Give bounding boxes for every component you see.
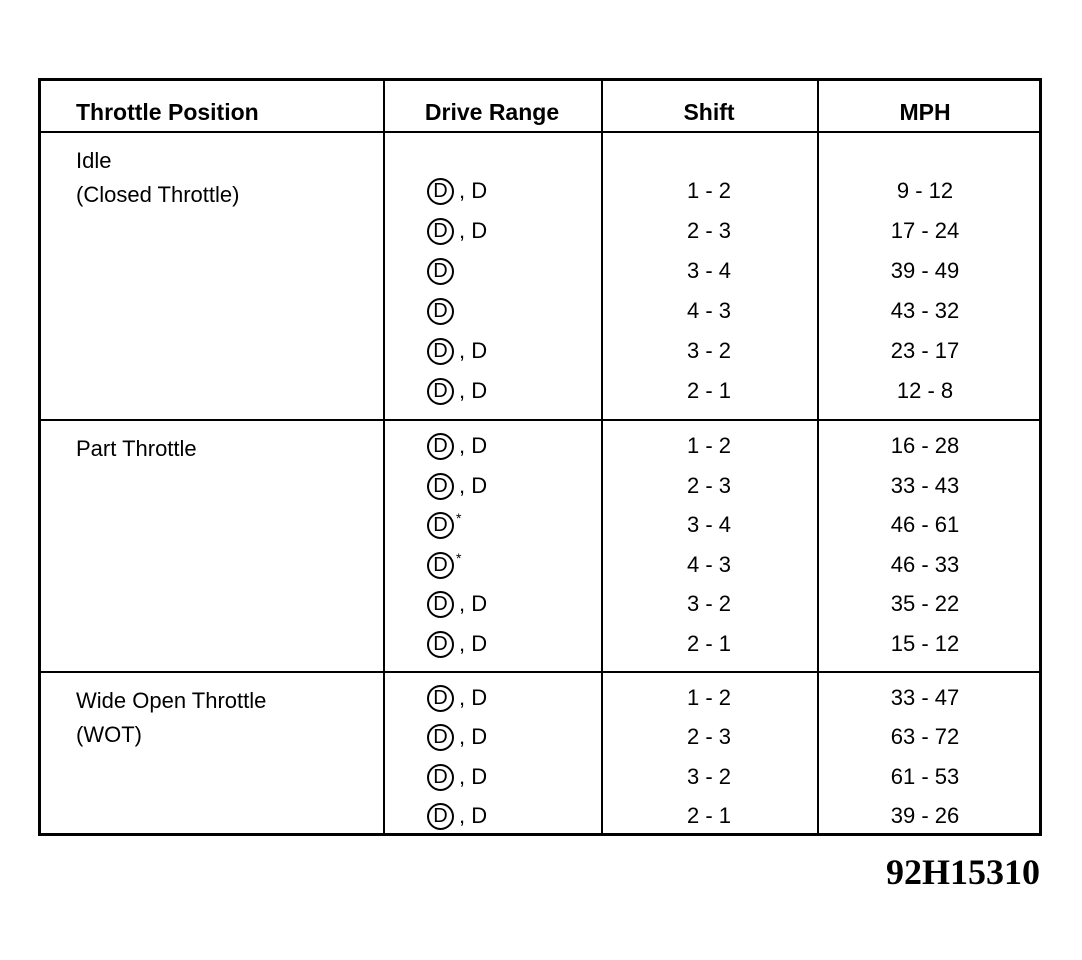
drive-range-cell — [427, 721, 487, 753]
throttle-position-line: (Closed Throttle) — [76, 182, 240, 207]
drive-range-cell — [427, 800, 487, 832]
table-row — [41, 682, 1039, 714]
shift-cell: 2 - 3 — [686, 218, 732, 243]
circled-d-overdrive-icon: D — [427, 178, 454, 205]
drive-range-cell — [427, 682, 487, 714]
circled-d-overdrive-icon: D — [427, 218, 454, 245]
circled-d-overdrive-icon: D — [427, 631, 454, 658]
drive-range-cell — [427, 215, 487, 247]
shift-cell: 1 - 2 — [686, 685, 732, 710]
circled-d-overdrive-icon: D — [427, 473, 454, 500]
mph-cell: 39 - 49 — [890, 258, 960, 283]
circled-d-overdrive-icon: D — [427, 512, 454, 539]
table-row — [41, 335, 1039, 367]
table-row — [41, 588, 1039, 620]
drive-range-suffix: , D — [459, 473, 488, 498]
drive-range-cell — [427, 470, 487, 502]
drive-range-cell — [427, 430, 487, 462]
mph-cell: 46 - 33 — [890, 552, 960, 577]
drive-range-suffix: , D — [459, 685, 488, 710]
shift-cell: 4 - 3 — [686, 298, 732, 323]
circled-d-overdrive-icon: D — [427, 338, 454, 365]
throttle-position-line: Part Throttle — [76, 436, 197, 461]
table-row — [41, 549, 1039, 581]
throttle-position-line: (WOT) — [76, 722, 142, 747]
circled-d-overdrive-icon: D — [427, 258, 454, 285]
drive-range-cell — [427, 588, 487, 620]
table-row — [41, 255, 1039, 287]
drive-range-cell — [427, 628, 487, 660]
mph-cell: 33 - 47 — [890, 685, 960, 710]
drive-range-cell — [427, 375, 487, 407]
throttle-position-line: Wide Open Throttle — [76, 688, 267, 713]
footnote-asterisk: * — [456, 510, 462, 526]
drive-range-suffix: , D — [459, 378, 488, 403]
drive-range-suffix: , D — [459, 724, 488, 749]
mph-cell: 15 - 12 — [890, 631, 960, 656]
table-row — [41, 215, 1039, 247]
drive-range-suffix: , D — [459, 218, 488, 243]
shift-cell: 2 - 3 — [686, 473, 732, 498]
shift-cell: 1 - 2 — [686, 178, 732, 203]
table-row — [41, 470, 1039, 502]
drive-range-suffix: , D — [459, 764, 488, 789]
circled-d-overdrive-icon: D — [427, 724, 454, 751]
circled-d-overdrive-icon: D — [427, 803, 454, 830]
table-row — [41, 430, 1039, 462]
shift-speed-table — [38, 78, 1042, 836]
circled-d-overdrive-icon: D — [427, 764, 454, 791]
mph-cell: 17 - 24 — [890, 218, 960, 243]
mph-cell: 33 - 43 — [890, 473, 960, 498]
drive-range-suffix: , D — [459, 631, 488, 656]
shift-cell: 3 - 4 — [686, 512, 732, 537]
shift-cell: 2 - 1 — [686, 378, 732, 403]
header-drive-range: Drive Range — [424, 99, 560, 125]
mph-cell: 46 - 61 — [890, 512, 960, 537]
mph-cell: 9 - 12 — [896, 178, 954, 203]
drive-range-cell — [427, 549, 461, 581]
shift-cell: 2 - 1 — [686, 631, 732, 656]
header-mph: MPH — [899, 99, 951, 125]
mph-cell: 43 - 32 — [890, 298, 960, 323]
shift-cell: 2 - 3 — [686, 724, 732, 749]
mph-cell: 35 - 22 — [890, 591, 960, 616]
shift-cell: 4 - 3 — [686, 552, 732, 577]
mph-cell: 23 - 17 — [890, 338, 960, 363]
shift-cell: 2 - 1 — [686, 803, 732, 828]
table-row — [41, 509, 1039, 541]
mph-cell: 16 - 28 — [890, 433, 960, 458]
header-throttle-position: Throttle Position — [76, 99, 259, 125]
table-row — [41, 628, 1039, 660]
group-divider — [41, 419, 1039, 421]
mph-cell: 39 - 26 — [890, 803, 960, 828]
shift-cell: 3 - 2 — [686, 764, 732, 789]
drive-range-suffix: , D — [459, 591, 488, 616]
table-row — [41, 375, 1039, 407]
drive-range-cell — [427, 509, 461, 541]
mph-cell: 63 - 72 — [890, 724, 960, 749]
table-row — [41, 800, 1039, 832]
throttle-position-line: Idle — [76, 148, 112, 173]
header-shift: Shift — [683, 99, 735, 125]
group-divider — [41, 671, 1039, 673]
drive-range-suffix: , D — [459, 178, 488, 203]
table-row — [41, 295, 1039, 327]
table-row — [41, 761, 1039, 793]
mph-cell: 61 - 53 — [890, 764, 960, 789]
circled-d-overdrive-icon: D — [427, 298, 454, 325]
drive-range-cell — [427, 255, 454, 287]
circled-d-overdrive-icon: D — [427, 685, 454, 712]
footnote-asterisk: * — [456, 550, 462, 566]
table-row — [41, 175, 1039, 207]
table-row — [41, 721, 1039, 753]
figure-id: 92H15310 — [885, 852, 1040, 892]
circled-d-overdrive-icon: D — [427, 378, 454, 405]
circled-d-overdrive-icon: D — [427, 433, 454, 460]
drive-range-suffix: , D — [459, 803, 488, 828]
drive-range-cell — [427, 761, 487, 793]
circled-d-overdrive-icon: D — [427, 591, 454, 618]
shift-cell: 3 - 2 — [686, 338, 732, 363]
mph-cell: 12 - 8 — [896, 378, 954, 403]
shift-cell: 3 - 2 — [686, 591, 732, 616]
drive-range-suffix: , D — [459, 338, 488, 363]
drive-range-cell — [427, 335, 487, 367]
drive-range-cell — [427, 295, 454, 327]
drive-range-cell — [427, 175, 487, 207]
shift-cell: 1 - 2 — [686, 433, 732, 458]
shift-cell: 3 - 4 — [686, 258, 732, 283]
drive-range-suffix: , D — [459, 433, 488, 458]
circled-d-overdrive-icon: D — [427, 552, 454, 579]
header-divider — [41, 131, 1039, 133]
